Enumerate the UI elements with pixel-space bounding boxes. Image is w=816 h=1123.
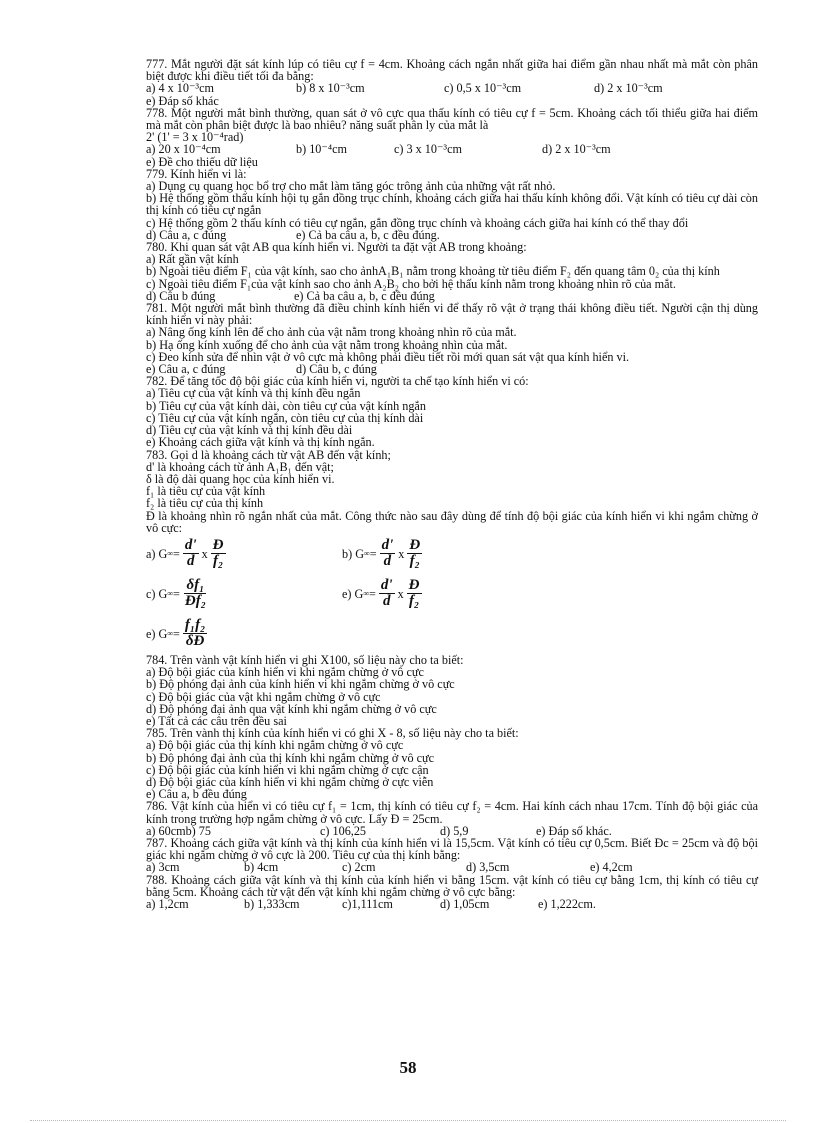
formula-row-1 <box>98 534 758 574</box>
option-d: d) Câu b đúng <box>146 288 216 303</box>
numerator: d' <box>380 576 393 593</box>
option-a: a) Nâng ống kính lên để cho ảnh của vật nằm trong khoảng nhìn rõ của mắt. <box>146 325 517 340</box>
option-e: e) Cả ba câu a, b, c đều đúng. <box>296 227 440 242</box>
fraction <box>407 578 422 611</box>
question-778-extra: 2' (1' = 3 x 10⁻⁴rad) <box>146 130 244 145</box>
formula-label: c) G <box>146 586 168 601</box>
fraction <box>183 618 207 651</box>
times-sign: x <box>398 546 405 561</box>
denominator: d <box>186 553 195 570</box>
option-e: e) Đáp số khác <box>146 93 219 108</box>
question-787-stem: 787. Khoảng cách giữa vật kính và thị kính của kính hiển vi là 15,5cm. Vật kính có tiêu cự 0,5cm. Biết Đc = 25cm và độ bội giác khi ngắm chừng ở vô cực là 200. Tiêu cự của thị kính bằng: <box>146 835 758 863</box>
denominator: f₂ <box>409 553 420 570</box>
denominator: f₂ <box>212 553 224 570</box>
option-e: e) Câu a, c đúng <box>146 362 226 377</box>
fraction <box>379 578 395 611</box>
question-778-stem: 778. Một người mắt bình thường, quan sát ở vô cực qua thấu kính có tiêu cự f = 5cm. Khoảng cách tối thiểu giữa hai điểm mà mắt còn phân biệt được là bao nhiêu? năng suất phân ly của mắt là <box>146 105 758 133</box>
formula-label: b) G <box>342 546 365 561</box>
option-e: e) Tất cả các câu trên đều sai <box>146 713 287 728</box>
numerator: f₁f₂ <box>184 616 206 633</box>
formula-e2: e) G ∞ = $\frac{\text{f₁f₂}}{\delta Đ}$ <box>146 616 206 650</box>
page-content <box>98 58 758 910</box>
option-a: a) Độ bội giác của kính hiển vi khi ngắm chừng ở vô cực <box>146 665 424 680</box>
formula-label: e) G <box>342 586 364 601</box>
option-a: a) Rất gần vật kính <box>146 252 239 267</box>
option-e: e) 1,222cm. <box>538 896 596 911</box>
numerator: Đ <box>212 536 224 553</box>
numerator: δf₁ <box>186 576 205 593</box>
option-d: d) Độ bội giác của kính hiển vi khi ngắm chừng ở cực viễn <box>146 774 434 789</box>
equals-sign: = <box>173 546 180 561</box>
formula-e1: e) G ∞ = $\frac{d'}{d}$ x $\frac{Đ}{\text{f₂}}$ <box>342 576 420 610</box>
option-d: d) 1,05cm <box>440 896 490 911</box>
times-sign: x <box>397 586 404 601</box>
formula-label: e) G <box>146 626 168 641</box>
option-a: a) 4 x 10⁻³cm <box>146 81 214 96</box>
option-d: d) 3,5cm <box>466 860 510 875</box>
fraction <box>183 578 208 611</box>
option-a-b: a) 60cmb) 75 <box>146 823 211 838</box>
question-778-options <box>98 143 758 155</box>
fraction <box>211 538 226 571</box>
option-b: b) Độ phóng đại ảnh của kính hiển vi khi ngắm chừng ở vô cực <box>146 677 455 692</box>
option-a: a) 1,2cm <box>146 896 189 911</box>
option-e: e) Khoảng cách giữa vật kính và thị kính ngắn. <box>146 435 375 450</box>
option-b: b) 4cm <box>244 860 279 875</box>
option-b: b) Hệ thống gồm thấu kính hội tụ gắn đồng trục chính, khoảng cách giữa hai thấu kính không đổi. Vật kính có tiêu cự dài còn thị kính có tiêu cự ngắn <box>146 191 758 218</box>
option-d: d) Câu a, c đúng <box>146 227 227 242</box>
definition-line: f₁ là tiêu cự của vật kính <box>146 484 266 499</box>
option-e: e) Đáp số khác. <box>536 823 612 838</box>
equals-sign: = <box>173 586 180 601</box>
option-b: b) Tiêu cự của vật kính dài, còn tiêu cự của vật kính ngắn <box>146 398 426 413</box>
option-a: a) Tiêu cự của vật kính và thị kính đều ngắn <box>146 386 361 401</box>
definition-line: f₂ là tiêu cự của thị kính <box>146 496 264 511</box>
option-b: b) 8 x 10⁻³cm <box>296 81 365 96</box>
option-d: d) 5,9 <box>440 823 469 838</box>
option-b: b) 10⁻⁴cm <box>296 142 347 157</box>
equals-sign: = <box>173 626 180 641</box>
question-777-options <box>98 82 758 94</box>
option-c: c) 2cm <box>342 860 376 875</box>
definition-line: Đ là khoảng nhìn rõ ngắn nhất của mắt. Công thức nào sau đây dùng để tính độ bội giác của kính hiển vi khi ngắm chừng ở vô cực: <box>146 508 758 535</box>
numerator: d' <box>184 536 197 553</box>
question-783-stem: 783. Gọi d là khoảng cách từ vật AB đến vật kính; <box>146 447 391 462</box>
option-b: b) Độ phóng đại ảnh của thị kính khi ngắm chừng ở vô cực <box>146 750 435 765</box>
option-c: c) Độ bội giác của kính hiển vi khi ngắm chừng ở cực cận <box>146 762 429 777</box>
option-a: a) Dụng cụ quang học bổ trợ cho mắt làm tăng góc trông ảnh của những vật rất nhỏ. <box>146 179 556 194</box>
option-c: c) 106,25 <box>320 823 367 838</box>
question-781-stem: 781. Một người mắt bình thường đã điều chỉnh kính hiển vi để thấy rõ vật ở trạng thái không điều tiết. Người cận thị dùng kính hiển vi này phải: <box>146 301 758 328</box>
option-a: a) 20 x 10⁻⁴cm <box>146 142 221 157</box>
option-e: e) 4,2cm <box>590 860 633 875</box>
option-a: a) Độ bội giác của thị kính khi ngắm chừng ở vô cực <box>146 738 404 753</box>
numerator: d' <box>381 536 394 553</box>
option-d: d) 2 x 10⁻³cm <box>542 142 611 157</box>
formula-b: b) G ∞ = $\frac{d'}{d}$ x $\frac{Đ}{\text{f₂}}$ <box>342 536 421 570</box>
definition-line: d' là khoảng cách từ ảnh A₁B₁ đến vật; <box>146 459 334 474</box>
denominator: d <box>383 553 392 570</box>
option-c: c) Đeo kính sửa để nhìn vật ở vô cực mà không phải điều tiết rồi mới quan sát vật qua kính hiển vi. <box>146 349 630 364</box>
question-786-stem: 786. Vật kính của hiển vi có tiêu cự f₁ = 1cm, thị kính có tiêu cự f₂ = 4cm. Hai kính cách nhau 17cm. Tính độ bội giác của kính trong trường hợp ngắm chừng ở vô cực. Lấy Đ = 25cm. <box>146 799 758 826</box>
denominator: Đf₂ <box>184 593 206 610</box>
option-e: e) Câu a, b đều đúng <box>146 787 247 802</box>
question-779-stem: 779. Kính hiển vi là: <box>146 166 247 181</box>
option-d: d) Độ phóng đại ảnh qua vật kính khi ngắm chừng ở vô cực <box>146 701 437 716</box>
fraction <box>183 538 199 571</box>
formula-row-2 <box>98 574 758 614</box>
denominator: d <box>382 593 391 610</box>
option-c: c) Ngoài tiêu điểm F₁của vật kính sao cho ảnh A₂B₂ cho bởi hệ thấu kính nằm trong khoảng nhìn rõ của mắt. <box>146 276 676 291</box>
formula-label: a) G <box>146 546 168 561</box>
option-c: c)1,111cm <box>342 896 393 911</box>
equals-sign: = <box>369 586 376 601</box>
option-b: b) Ngoài tiêu điểm F₁ của vật kính, sao cho ảnhA₁B₁ nằm trong khoảng từ tiêu điểm F₂ đến quang tâm 0₂ của thị kính <box>146 264 720 279</box>
question-780-stem: 780. Khi quan sát vật AB qua kính hiển vi. Người ta đặt vật AB trong khoảng: <box>146 240 527 255</box>
option-d: d) Câu b, c đúng <box>296 362 377 377</box>
option-b: b) 1,333cm <box>244 896 300 911</box>
footer-divider <box>30 1120 786 1121</box>
option-c: c) 0,5 x 10⁻³cm <box>444 81 522 96</box>
question-788-options <box>98 898 758 910</box>
option-d: d) Tiêu cự của vật kính và thị kính đều dài <box>146 423 353 438</box>
times-sign: x <box>201 546 208 561</box>
option-e: e) Cả ba câu a, b, c đều đúng <box>294 288 435 303</box>
page-number: 58 <box>399 1058 417 1077</box>
option-c: c) 3 x 10⁻³cm <box>394 142 462 157</box>
fraction <box>407 538 422 571</box>
option-c: c) Độ bội giác của vật khi ngắm chừng ở vô cực <box>146 689 381 704</box>
formula-a: a) G ∞ = $\frac{d'}{d}$ x $\frac{Đ}{\text{f₂}}$ <box>146 536 224 570</box>
option-c: c) Hệ thống gồm 2 thấu kính có tiêu cự ngắn, gắn đồng trục chính và khoảng cách giữa hai kính có thể thay đổi <box>146 215 689 230</box>
question-784-stem: 784. Trên vành vật kính hiển vi ghi X100, số liệu này cho ta biết: <box>146 652 464 667</box>
formula-c: c) G ∞ = $\frac{\text{δf₁}}{\text{Đf₂}}$ <box>146 576 206 610</box>
question-787-options <box>98 861 758 873</box>
question-788-stem: 788. Khoảng cách giữa vật kính và thị kính của kính hiển vi bằng 15cm. vật kính có tiêu cự bằng 1cm, thị kính có tiêu cự bằng 5cm. Khoảng cách từ vật đến vật kính khi ngắm chừng ở vô cực bằng: <box>146 872 758 899</box>
formula-row-3 <box>98 614 758 654</box>
definition-line: δ là độ dài quang học của kính hiển vi. <box>146 471 335 486</box>
option-e: e) Đề cho thiếu dữ liệu <box>146 154 258 169</box>
denominator: f₂ <box>408 593 420 610</box>
question-785-stem: 785. Trên vành thị kính của kính hiển vi có ghi X - 8, số liệu này cho ta biết: <box>146 726 519 741</box>
numerator: Đ <box>409 536 421 553</box>
option-c: c) Tiêu cự của vật kính ngắn, còn tiêu cự của thị kính dài <box>146 410 424 425</box>
option-d: d) 2 x 10⁻³cm <box>594 81 663 96</box>
option-a: a) 3cm <box>146 860 180 875</box>
question-777-stem: 777. Mắt người đặt sát kính lúp có tiêu cự f = 4cm. Khoảng cách ngắn nhất giữa hai điểm gần nhau nhất mà mắt còn phân biệt được khi điều tiết tối đa bằng: <box>146 57 758 84</box>
equals-sign: = <box>369 546 377 561</box>
numerator: Đ <box>408 576 420 593</box>
denominator: δĐ <box>185 633 205 650</box>
question-782-stem: 782. Để tăng tốc độ bội giác của kính hiển vi, người ta chế tạo kính hiển vi có: <box>146 374 529 389</box>
fraction <box>380 538 396 571</box>
option-b: b) Hạ ống kính xuống để cho ảnh của vật nằm trong khoảng nhìn của mắt. <box>146 337 508 352</box>
